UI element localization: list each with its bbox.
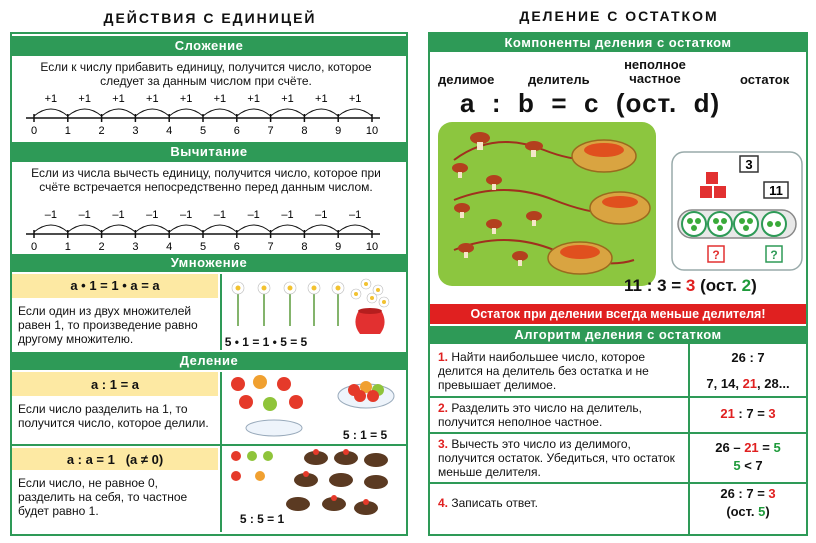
box-11-label: 11 (769, 183, 783, 198)
ex2-line (692, 406, 804, 421)
division-separator (12, 444, 406, 446)
addition-tick-label: 4 (166, 125, 173, 137)
addition-tick-label: 10 (365, 125, 379, 137)
addition-jump-label: +1 (78, 93, 91, 105)
step-2-number: 2. (438, 401, 449, 415)
subtraction-jump-label: –1 (315, 209, 328, 221)
subtraction-tick-label: 9 (335, 241, 342, 253)
addition-jump-label: +1 (348, 93, 362, 105)
box-3-label: 3 (745, 157, 753, 172)
addition-jump-label: +1 (146, 93, 159, 105)
division-rule2-example: 5 : 5 = 1 (239, 512, 285, 526)
addition-jump-arc (169, 109, 203, 116)
addition-number-line (14, 90, 404, 138)
subtraction-jump-label: –1 (146, 209, 159, 221)
subtraction-tick-label: 5 (199, 241, 207, 253)
step-1-text: Найти наибольшее число, которое делится на делитель без остатка и не превышает делимое. (438, 350, 649, 392)
subtraction-tick-label: 8 (301, 241, 308, 253)
addition-tick-label: 6 (233, 125, 240, 137)
addition-jump-arc (34, 109, 68, 116)
ex1-b-pre: 7, 14, (706, 376, 743, 391)
subtraction-tick-label: 3 (132, 241, 139, 253)
label-dividend: делимое (438, 72, 495, 87)
subtraction-jump-label: –1 (78, 209, 91, 221)
subtraction-jump-label: –1 (281, 209, 294, 221)
ex4-b-pre: (ост. (726, 504, 759, 519)
components-example (624, 276, 757, 296)
subtraction-jump-label: –1 (213, 209, 227, 221)
multiplication-example: 5 • 1 = 1 • 5 = 5 (224, 335, 308, 349)
ex1-b-post: , 28... (757, 376, 790, 391)
addition-jump-label: +1 (112, 93, 125, 105)
subtraction-jump-arc (237, 225, 271, 232)
addition-tick-label: 9 (335, 125, 342, 137)
step-1-number: 1. (438, 350, 449, 364)
example-quotient: 3 (685, 276, 696, 295)
addition-jump-arc (338, 109, 372, 116)
subtraction-jump-label: –1 (247, 209, 260, 221)
ex3-a-grn: 5 (773, 440, 781, 455)
subtraction-jump-arc (68, 225, 102, 232)
addition-tick-label: 5 (199, 125, 207, 137)
addition-jump-arc (237, 109, 271, 116)
step-4-number: 4. (438, 496, 449, 510)
ex3-b-grn: 5 (733, 458, 741, 473)
ex3-b-post: < 7 (740, 458, 763, 473)
subtraction-tick-label: 10 (365, 241, 379, 253)
addition-jump-label: +1 (213, 93, 227, 105)
example-mid: (ост. (695, 276, 742, 295)
quotient-question-mark: ? (712, 248, 720, 262)
subtraction-tick-label: 2 (98, 241, 105, 253)
addition-tick-label: 7 (267, 125, 274, 137)
subtraction-tick-label: 6 (233, 241, 240, 253)
division-rule1-example: 5 : 1 = 5 (342, 428, 388, 442)
subtraction-jump-arc (203, 225, 237, 232)
ex3-line-a (692, 440, 804, 455)
ex1-line-a: 26 : 7 (731, 350, 765, 365)
algorithm-header: Алгоритм деления с остатком (430, 326, 806, 344)
label-divisor: делитель (528, 72, 590, 87)
algorithm-row-divider-2 (430, 432, 806, 434)
algorithm-row-divider-3 (430, 482, 806, 484)
example-remainder: 2 (741, 276, 752, 295)
example-prefix: 11 : 3 = (624, 276, 686, 295)
division-rule2-text: Если число, не равное 0, разделить на себя, то частное будет равно 1. (18, 476, 188, 518)
subtraction-jump-label: –1 (44, 209, 58, 221)
addition-tick-label: 2 (98, 125, 105, 137)
label-quotient: неполное частное (624, 57, 686, 86)
subtraction-number-line (14, 206, 404, 254)
ex3-a-pre: 26 – (715, 440, 745, 455)
subtraction-jump-label: –1 (179, 209, 193, 221)
ex4-line-b (692, 504, 804, 519)
right-page-title: ДЕЛЕНИЕ С ОСТАТКОМ (519, 8, 719, 24)
addition-jump-arc (135, 109, 169, 116)
algorithm-step-4 (438, 496, 684, 510)
subtraction-jump-arc (169, 225, 203, 232)
label-remainder: остаток (740, 72, 790, 87)
ex4-a: 26 : 7 = (720, 486, 769, 501)
subtraction-tick-label: 4 (166, 241, 173, 253)
components-formula: a : b = c (ост. d) (460, 88, 721, 118)
subtraction-text: Если из числа вычесть единицу, получится число, которое при счёте встречается непосредственно перед данным числом. (31, 166, 381, 194)
rule-banner: Остаток при делении всегда меньше делителя! (430, 304, 806, 324)
multiplication-header: Умножение (12, 254, 406, 272)
addition-jump-arc (271, 109, 305, 116)
example-end: ) (751, 276, 757, 295)
addition-jump-label: +1 (247, 93, 260, 105)
division-rule1-text: Если число разделить на 1, то получится число, которое делили. (18, 402, 209, 430)
subtraction-tick-label: 7 (267, 241, 274, 253)
step-3-number: 3. (438, 437, 449, 451)
ex1-b-red: 21 (742, 376, 758, 391)
addition-jump-arc (102, 109, 136, 116)
ex4-b-post: ) (765, 504, 770, 519)
daisies-illustration (226, 276, 396, 338)
ex2-red: 21 (720, 406, 735, 421)
addition-tick-label: 8 (301, 125, 308, 137)
ex2-mid: : 7 = (734, 406, 769, 421)
ex4-a-red: 3 (768, 486, 776, 501)
step-4-text: Записать ответ. (451, 496, 538, 510)
remainder-question-mark: ? (770, 248, 778, 262)
ex2-quotient: 3 (768, 406, 776, 421)
step-3-text: Вычесть это число из делимого, получится остаток. Убедиться, что остаток меньше делителя. (438, 437, 675, 479)
ex4-line-a (692, 486, 804, 501)
algorithm-step-2 (438, 401, 684, 429)
step-2-text: Разделить это число на делитель, получится неполное частное. (438, 401, 642, 429)
components-header: Компоненты деления с остатком (430, 34, 806, 52)
addition-jump-arc (68, 109, 102, 116)
algorithm-col-divider (688, 344, 690, 534)
addition-jump-label: +1 (179, 93, 193, 105)
addition-tick-label: 3 (132, 125, 139, 137)
multiplication-text: Если один из двух множителей равен 1, то произведение равно другому множителю. (18, 304, 198, 346)
addition-header: Сложение (12, 36, 406, 56)
subtraction-tick-label: 0 (30, 241, 38, 253)
left-page-title: ДЕЙСТВИЯ С ЕДИНИЦЕЙ (103, 10, 317, 26)
algorithm-step-1 (438, 350, 684, 392)
addition-jump-arc (304, 109, 338, 116)
ex1-line-b (692, 376, 804, 391)
addition-text: Если к числу прибавить единицу, получится число, которое следует за данным числом при счёте. (40, 60, 372, 88)
subtraction-jump-arc (102, 225, 136, 232)
subtraction-jump-label: –1 (348, 209, 362, 221)
division-divider (220, 372, 222, 532)
ex4-b-grn: 5 (758, 504, 766, 519)
subtraction-jump-arc (34, 225, 68, 232)
addition-tick-label: 1 (64, 125, 71, 137)
ex3-line-b (692, 458, 804, 473)
addition-tick-label: 0 (30, 125, 38, 137)
division-rule1-formula: a : 1 = a (90, 377, 140, 392)
subtraction-jump-arc (304, 225, 338, 232)
multiplication-formula: a • 1 = 1 • a = a (70, 278, 160, 293)
mushrooms-baskets-illustration (434, 120, 660, 288)
division-header: Деление (12, 352, 406, 370)
algorithm-row-divider-1 (430, 396, 806, 398)
division-rule2-formula: a : a = 1 (a ≠ 0) (66, 452, 164, 467)
algorithm-step-3 (438, 437, 684, 479)
subtraction-jump-arc (338, 225, 372, 232)
addition-jump-label: +1 (44, 93, 58, 105)
division-diagram (670, 150, 804, 274)
subtraction-jump-label: –1 (112, 209, 125, 221)
ex3-a-eq: = (758, 440, 774, 455)
subtraction-jump-arc (271, 225, 305, 232)
subtraction-tick-label: 1 (64, 241, 71, 253)
ex3-a-red: 21 (744, 440, 759, 455)
addition-jump-arc (203, 109, 237, 116)
addition-jump-label: +1 (315, 93, 328, 105)
addition-jump-label: +1 (281, 93, 294, 105)
subtraction-jump-arc (135, 225, 169, 232)
subtraction-header: Вычитание (12, 142, 406, 162)
